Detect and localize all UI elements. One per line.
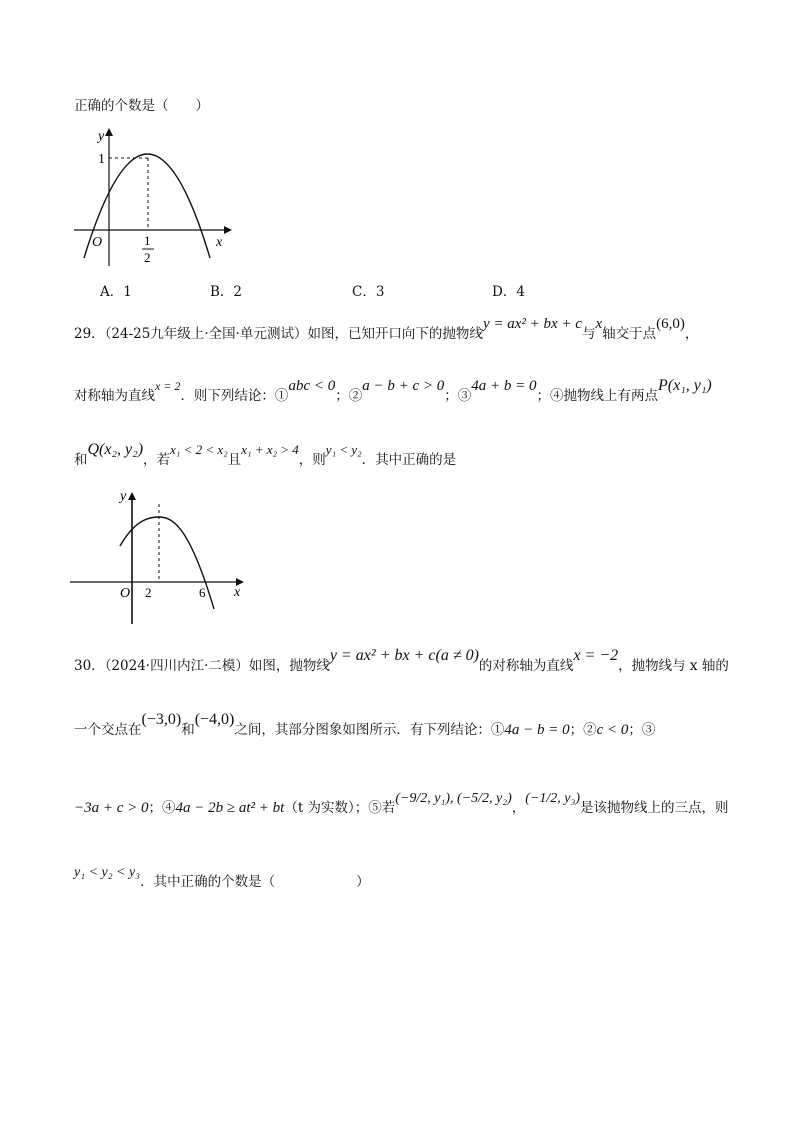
q30-l3-d: 是该抛物线上的三点，则 (580, 800, 729, 816)
q28-figure (60, 122, 240, 270)
q28-y-tick-label: 1 (98, 152, 105, 167)
q30-conclusion-4: 4a − 2b ≥ at² + bt (175, 800, 285, 816)
q30-equation: y = ax² + bx + c(a ≠ 0) (329, 647, 479, 664)
q28-option-b[interactable]: B．2 (210, 284, 243, 300)
q29-l2-e: ；④抛物线上有两点 (536, 388, 658, 404)
q29-tick-6: 6 (199, 585, 206, 600)
q30-text-1: 的对称轴为直线 (478, 658, 574, 674)
q29-point: (6,0) (656, 316, 685, 332)
q29-l3-a: 和 (74, 452, 88, 468)
q30-points-1-2: (−9/2, y₁), (−5/2, y₂) (395, 791, 512, 806)
q29-x-label: x (234, 585, 241, 600)
q29-line-2 (74, 377, 712, 406)
q29-conclusion-1: abc < 0 (288, 378, 336, 394)
q29-l2-c: ；② (335, 388, 363, 404)
q29-condition-2: x₁ + x₂ > 4 (241, 442, 299, 457)
q28-option-d[interactable]: D．4 (492, 284, 525, 300)
q29-l3-c: 且 (227, 452, 242, 468)
q29-figure (66, 484, 256, 634)
q29-conclusion-3: 4a + b = 0 (471, 378, 537, 394)
q28-x-arrow (224, 226, 232, 234)
q30-number: 30． (74, 658, 105, 674)
q30-axis-eq: x = −2 (573, 647, 619, 664)
q30-point-a: (−3,0) (141, 711, 182, 728)
q29-origin-label: O (120, 586, 131, 601)
q28-origin-label: O (92, 235, 103, 250)
q29-text-2: 轴交于点 (602, 326, 657, 342)
q29-l2-a: 对称轴为直线 (74, 388, 155, 404)
q30-conclusion-2: c < 0 (596, 722, 629, 738)
q30-point-b: (−4,0) (194, 711, 235, 728)
q28-y-label: y (98, 129, 105, 144)
q30-conclusion-3: −3a + c > 0 (74, 800, 149, 816)
q30-l2-a: 一个交点在 (74, 722, 142, 738)
q28-option-a[interactable]: A．1 (100, 284, 132, 300)
q29-l3-d: ，则 (298, 452, 326, 468)
q30-text-2: ，抛物线与 x 轴的 (618, 658, 729, 674)
q29-axis-eq: x = 2 (155, 379, 181, 393)
q29-line-1 (74, 316, 699, 344)
q29-y-label: y (120, 489, 127, 504)
q29-point-Q: Q(x₂, y₂) (87, 441, 144, 458)
q30-conclusion-5: y₁ < y₂ < y₃ (74, 865, 141, 880)
q30-l2-c: 之间，其部分图象如图所示．有下列结论：① (234, 722, 505, 738)
q29-conclusion-4: y₁ < y₂ (325, 442, 362, 457)
q29-line-3 (74, 441, 457, 470)
q30-line-3 (74, 791, 729, 819)
q29-text-1: 与 (581, 326, 596, 342)
q30-l3-c: ， (511, 800, 526, 816)
q30-line-1 (74, 647, 729, 676)
q28-stem-tail: 正确的个数是（ ） (74, 98, 209, 114)
q29-l3-e: ．其中正确的是 (361, 452, 457, 468)
q29-y-arrow (128, 492, 136, 500)
q29-conclusion-2: a − b + c > 0 (362, 378, 445, 394)
q28-x-tick-den: 2 (144, 250, 151, 265)
q29-equation: y = ax² + bx + c (482, 316, 582, 332)
q29-l2-b: ．则下列结论：① (180, 388, 289, 404)
q29-tick-2: 2 (145, 585, 152, 600)
q30-line-4 (74, 865, 370, 893)
q30-source: （2024·四川内江·二模）如图，抛物线 (104, 658, 330, 674)
q30-l4-a: ．其中正确的个数是（ ） (140, 874, 370, 890)
q30-line-2 (74, 711, 656, 740)
q29-l3-b: ，若 (143, 452, 171, 468)
q28-y-arrow (105, 128, 113, 136)
q30-l2-d: ；② (569, 722, 597, 738)
q29-point-P: P(x₁, y₁) (658, 377, 712, 394)
q29-number: 29． (74, 326, 105, 342)
q29-source: （24-25九年级上·全国·单元测试）如图，已知开口向下的抛物线 (104, 326, 483, 342)
q29-x-var: x (595, 316, 603, 332)
q28-x-label: x (216, 235, 223, 250)
q29-text-3: ， (684, 326, 699, 342)
q30-l2-e: ；③ (628, 722, 656, 738)
q30-l2-b: 和 (181, 722, 195, 738)
q30-point-3: (−1/2, y₃) (525, 791, 581, 806)
q30-conclusion-1: 4a − b = 0 (504, 722, 570, 738)
q30-l3-a: ；④ (148, 800, 176, 816)
q28-option-c[interactable]: C．3 (352, 284, 385, 300)
q30-l3-b: （t 为实数）；⑤若 (284, 800, 396, 816)
q29-condition-1: x₁ < 2 < x₂ (170, 442, 228, 457)
q29-l2-d: ；③ (444, 388, 472, 404)
q28-x-tick-num: 1 (144, 233, 151, 248)
